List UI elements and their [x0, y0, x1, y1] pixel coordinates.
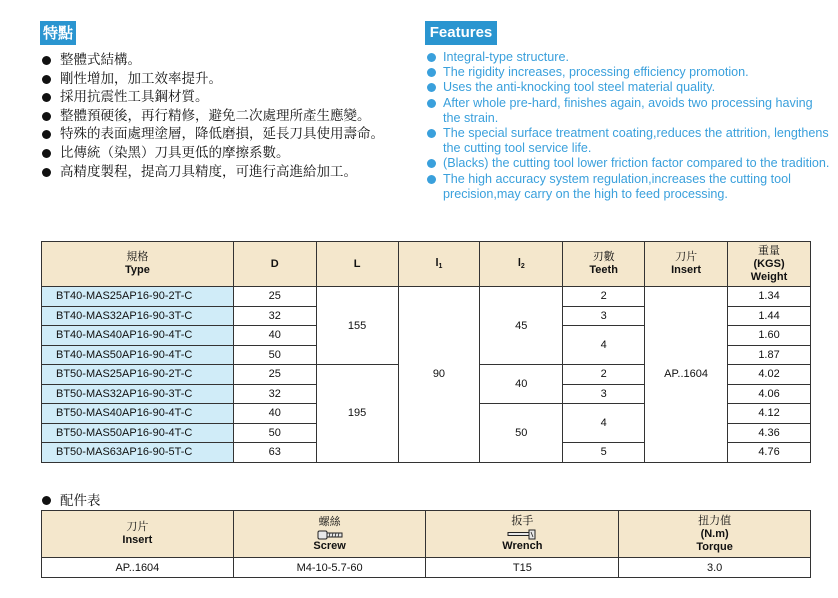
feature-en-item: Integral-type structure. — [426, 50, 831, 65]
cell-type: BT50-MAS25AP16-90-2T-C — [42, 365, 234, 385]
feature-en-item: Uses the anti-knocking tool steel material quality. — [426, 80, 831, 95]
feature-cn-item: 高精度製程，提高刀具精度，可進行高進給加工。 — [40, 163, 384, 182]
accessories-table — [41, 510, 811, 578]
feature-en-item: The special surface treatment coating,reduces the attrition, lengthens the cutting tool service life. — [426, 126, 831, 156]
accessories-header-row — [42, 511, 811, 558]
cell-type: BT40-MAS50AP16-90-4T-C — [42, 345, 234, 365]
table-row — [42, 558, 811, 578]
cell-weight: 4.36 — [728, 423, 811, 443]
cell-acc-screw: M4-10-5.7-60 — [233, 558, 426, 578]
cell-weight: 1.44 — [728, 306, 811, 326]
cell-d: 25 — [233, 365, 316, 385]
accessories-title: 配件表 — [40, 489, 101, 509]
cell-l2: 50 — [480, 404, 563, 463]
spec-table — [41, 241, 811, 463]
feature-en-item: The rigidity increases, processing efficiency promotion. — [426, 65, 831, 80]
col-weight: 重量 (KGS) Weight — [728, 242, 811, 287]
col-acc-insert: 刀片 Insert — [42, 511, 234, 558]
cell-d: 32 — [233, 384, 316, 404]
cell-l1: 90 — [398, 287, 480, 463]
col-type: 規格 Type — [42, 242, 234, 287]
cell-l2: 40 — [480, 365, 563, 404]
col-l: L — [316, 242, 398, 287]
features-cn-title: 特點 — [40, 21, 76, 45]
cell-d: 25 — [233, 287, 316, 307]
cell-teeth: 3 — [563, 306, 645, 326]
cell-d: 63 — [233, 443, 316, 463]
cell-teeth: 5 — [563, 443, 645, 463]
cell-teeth: 4 — [563, 326, 645, 365]
cell-l: 155 — [316, 287, 398, 365]
cell-type: BT50-MAS63AP16-90-5T-C — [42, 443, 234, 463]
cell-d: 50 — [233, 423, 316, 443]
feature-cn-item: 剛性增加，加工效率提升。 — [40, 70, 384, 89]
feature-cn-item: 比傳統（染黑）刀具更低的摩擦系數。 — [40, 144, 384, 163]
cell-acc-torque: 3.0 — [619, 558, 811, 578]
cell-acc-insert: AP..1604 — [42, 558, 234, 578]
col-d: D — [233, 242, 316, 287]
feature-cn-item: 整體預硬後，再行精修，避免二次處理所產生應變。 — [40, 107, 384, 126]
cell-type: BT40-MAS32AP16-90-3T-C — [42, 306, 234, 326]
cell-type: BT50-MAS40AP16-90-4T-C — [42, 404, 234, 424]
feature-en-item: The high accuracy system regulation,increases the cutting tool precision,may carry on the high to feed processing. — [426, 172, 831, 202]
cell-weight: 1.34 — [728, 287, 811, 307]
cell-type: BT50-MAS32AP16-90-3T-C — [42, 384, 234, 404]
col-l2: l2 — [480, 242, 563, 287]
spec-header-row — [42, 242, 811, 287]
col-insert: 刀片 Insert — [645, 242, 728, 287]
bullet-icon — [42, 496, 51, 505]
feature-cn-item: 整體式結構。 — [40, 51, 384, 70]
cell-l2: 45 — [480, 287, 563, 365]
cell-teeth: 3 — [563, 384, 645, 404]
cell-teeth: 2 — [563, 365, 645, 385]
features-cn-list — [40, 51, 384, 181]
feature-cn-item: 特殊的表面處理塗層，降低磨損，延長刀具使用壽命。 — [40, 125, 384, 144]
cell-weight: 4.02 — [728, 365, 811, 385]
cell-type: BT40-MAS40AP16-90-4T-C — [42, 326, 234, 346]
feature-en-item: (Blacks) the cutting tool lower friction factor compared to the tradition. — [426, 156, 831, 171]
cell-d: 50 — [233, 345, 316, 365]
cell-weight: 4.76 — [728, 443, 811, 463]
cell-weight: 1.60 — [728, 326, 811, 346]
feature-en-item: After whole pre-hard, finishes again, avoids two processing having the strain. — [426, 96, 831, 126]
screw-icon — [317, 530, 343, 540]
cell-d: 32 — [233, 306, 316, 326]
col-acc-screw: 螺絲 Screw — [233, 511, 426, 558]
cell-type: BT40-MAS25AP16-90-2T-C — [42, 287, 234, 307]
cell-weight: 4.12 — [728, 404, 811, 424]
cell-d: 40 — [233, 326, 316, 346]
cell-insert: AP..1604 — [645, 287, 728, 463]
cell-teeth: 2 — [563, 287, 645, 307]
col-l1: l1 — [398, 242, 480, 287]
features-en-list — [426, 50, 831, 202]
feature-cn-item: 採用抗震性工具鋼材質。 — [40, 88, 384, 107]
cell-type: BT50-MAS50AP16-90-4T-C — [42, 423, 234, 443]
cell-teeth: 4 — [563, 404, 645, 443]
col-acc-torque: 扭力值 (N.m) Torque — [619, 511, 811, 558]
cell-weight: 4.06 — [728, 384, 811, 404]
cell-weight: 1.87 — [728, 345, 811, 365]
features-en-title: Features — [425, 21, 497, 45]
table-row — [42, 287, 811, 307]
cell-acc-wrench: T15 — [426, 558, 619, 578]
col-acc-wrench: 扳手 Wrench — [426, 511, 619, 558]
col-teeth: 刃數 Teeth — [563, 242, 645, 287]
cell-d: 40 — [233, 404, 316, 424]
wrench-icon — [507, 529, 537, 540]
cell-l: 195 — [316, 365, 398, 463]
